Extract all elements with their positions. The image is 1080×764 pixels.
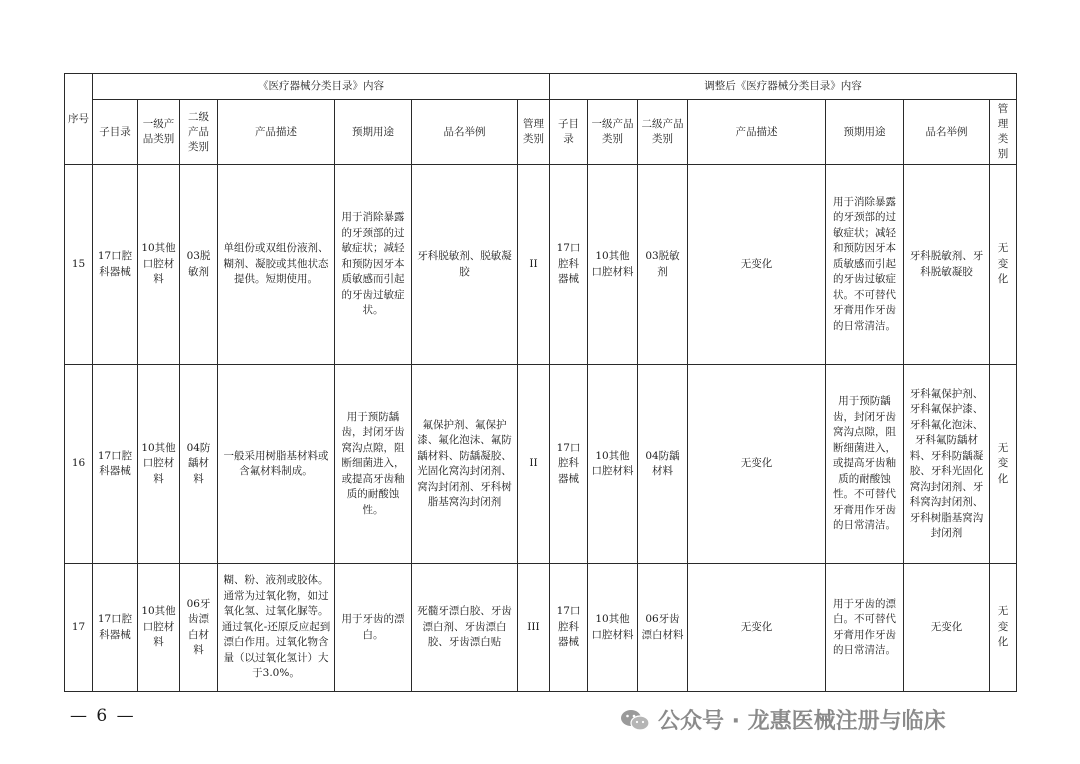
header-intended-use: 预期用途 [335, 100, 412, 165]
header-adjusted-group: 调整后《医疗器械分类目录》内容 [550, 74, 1017, 100]
row-primary-category: 10其他口腔材料 [138, 365, 180, 564]
row-primary-category: 10其他口腔材料 [138, 165, 180, 365]
row-intended-use: 用于消除暴露的牙颈部的过敏症状；减轻和预防因牙本质敏感而引起的牙齿过敏症状。 [335, 165, 412, 365]
header-new-management-class: 管理类别 [990, 100, 1017, 165]
row-sub-catalog: 17口腔科器械 [93, 564, 138, 692]
watermark-text: 公众号 · 龙惠医械注册与临床 [658, 709, 946, 734]
header-new-secondary-category: 二级产品类别 [638, 100, 688, 165]
header-description: 产品描述 [218, 100, 335, 165]
row-examples: 死髓牙漂白胶、牙齿漂白剂、牙齿漂白胶、牙齿漂白贴 [412, 564, 518, 692]
row-sub-catalog: 17口腔科器械 [93, 165, 138, 365]
row-intended-use: 用于预防龋齿，封闭牙齿窝沟点隙，阻断细菌进入，或提高牙齿釉质的耐酸蚀性。 [335, 365, 412, 564]
row-description: 单组份或双组份液剂、糊剂、凝胶或其他状态提供。短期使用。 [218, 165, 335, 365]
watermark [620, 704, 946, 735]
header-new-description: 产品描述 [688, 100, 826, 165]
row-new-intended-use: 用于牙齿的漂白。不可替代牙膏用作牙齿的日常清洁。 [826, 564, 904, 692]
header-secondary-category: 二级产品类别 [180, 100, 218, 165]
row-new-primary-category: 10其他口腔材料 [588, 165, 638, 365]
row-new-examples: 无变化 [904, 564, 990, 692]
row-primary-category: 10其他口腔材料 [138, 564, 180, 692]
row-management-class: II [518, 365, 550, 564]
row-management-class: II [518, 165, 550, 365]
row-management-class: III [518, 564, 550, 692]
header-new-intended-use: 预期用途 [826, 100, 904, 165]
table-row [65, 564, 1017, 692]
row-new-management-class: 无变化 [990, 165, 1017, 365]
header-examples: 品名举例 [412, 100, 518, 165]
table-row [65, 165, 1017, 365]
row-new-management-class: 无变化 [990, 365, 1017, 564]
row-new-sub-catalog: 17口腔科器械 [550, 165, 588, 365]
header-original-group: 《医疗器械分类目录》内容 [93, 74, 550, 100]
row-new-secondary-category: 03脱敏剂 [638, 165, 688, 365]
row-new-secondary-category: 04防龋材料 [638, 365, 688, 564]
row-new-primary-category: 10其他口腔材料 [588, 564, 638, 692]
header-seq: 序号 [65, 74, 93, 165]
group-header-row [65, 74, 1017, 100]
wechat-icon [620, 708, 650, 732]
row-new-sub-catalog: 17口腔科器械 [550, 564, 588, 692]
table-row [65, 365, 1017, 564]
header-new-primary-category: 一级产品类别 [588, 100, 638, 165]
row-new-examples: 牙科氟保护剂、牙科氟保护漆、牙科氟化泡沫、牙科氟防龋材料、牙科防龋凝胶、牙科光固化窝沟封闭剂、牙科窝沟封闭剂、牙科树脂基窝沟封闭剂 [904, 365, 990, 564]
row-new-intended-use: 用于预防龋齿，封闭牙齿窝沟点隙，阻断细菌进入，或提高牙齿釉质的耐酸蚀性。不可替代牙膏用作牙齿的日常清洁。 [826, 365, 904, 564]
row-examples: 氟保护剂、氟保护漆、氟化泡沫、氟防龋材料、防龋凝胶、光固化窝沟封闭剂、窝沟封闭剂、牙科树脂基窝沟封闭剂 [412, 365, 518, 564]
row-examples: 牙科脱敏剂、脱敏凝胶 [412, 165, 518, 365]
column-header-row [65, 100, 1017, 165]
row-secondary-category: 06牙齿漂白材料 [180, 564, 218, 692]
row-new-primary-category: 10其他口腔材料 [588, 365, 638, 564]
row-intended-use: 用于牙齿的漂白。 [335, 564, 412, 692]
row-secondary-category: 04防龋材料 [180, 365, 218, 564]
row-seq: 15 [65, 165, 93, 365]
header-sub-catalog: 子目录 [93, 100, 138, 165]
row-new-examples: 牙科脱敏剂、牙科脱敏凝胶 [904, 165, 990, 365]
row-new-sub-catalog: 17口腔科器械 [550, 365, 588, 564]
row-new-intended-use: 用于消除暴露的牙颈部的过敏症状；减轻和预防因牙本质敏感而引起的牙齿过敏症状。不可替代牙膏用作牙齿的日常清洁。 [826, 165, 904, 365]
row-description: 一般采用树脂基材料或含氟材料制成。 [218, 365, 335, 564]
classification-table [64, 73, 1017, 692]
row-seq: 17 [65, 564, 93, 692]
header-primary-category: 一级产品类别 [138, 100, 180, 165]
row-sub-catalog: 17口腔科器械 [93, 365, 138, 564]
row-new-description: 无变化 [688, 165, 826, 365]
header-management-class: 管理类别 [518, 100, 550, 165]
row-new-description: 无变化 [688, 365, 826, 564]
row-new-description: 无变化 [688, 564, 826, 692]
page-number: — 6 — [70, 706, 136, 726]
row-secondary-category: 03脱敏剂 [180, 165, 218, 365]
row-seq: 16 [65, 365, 93, 564]
header-new-examples: 品名举例 [904, 100, 990, 165]
row-description: 糊、粉、液剂或胶体。通常为过氧化物，如过氧化氢、过氧化脲等。通过氧化-还原反应起到漂白作用。过氧化物含量（以过氧化氢计）大于3.0%。 [218, 564, 335, 692]
header-new-sub-catalog: 子目录 [550, 100, 588, 165]
row-new-secondary-category: 06牙齿漂白材料 [638, 564, 688, 692]
row-new-management-class: 无变化 [990, 564, 1017, 692]
